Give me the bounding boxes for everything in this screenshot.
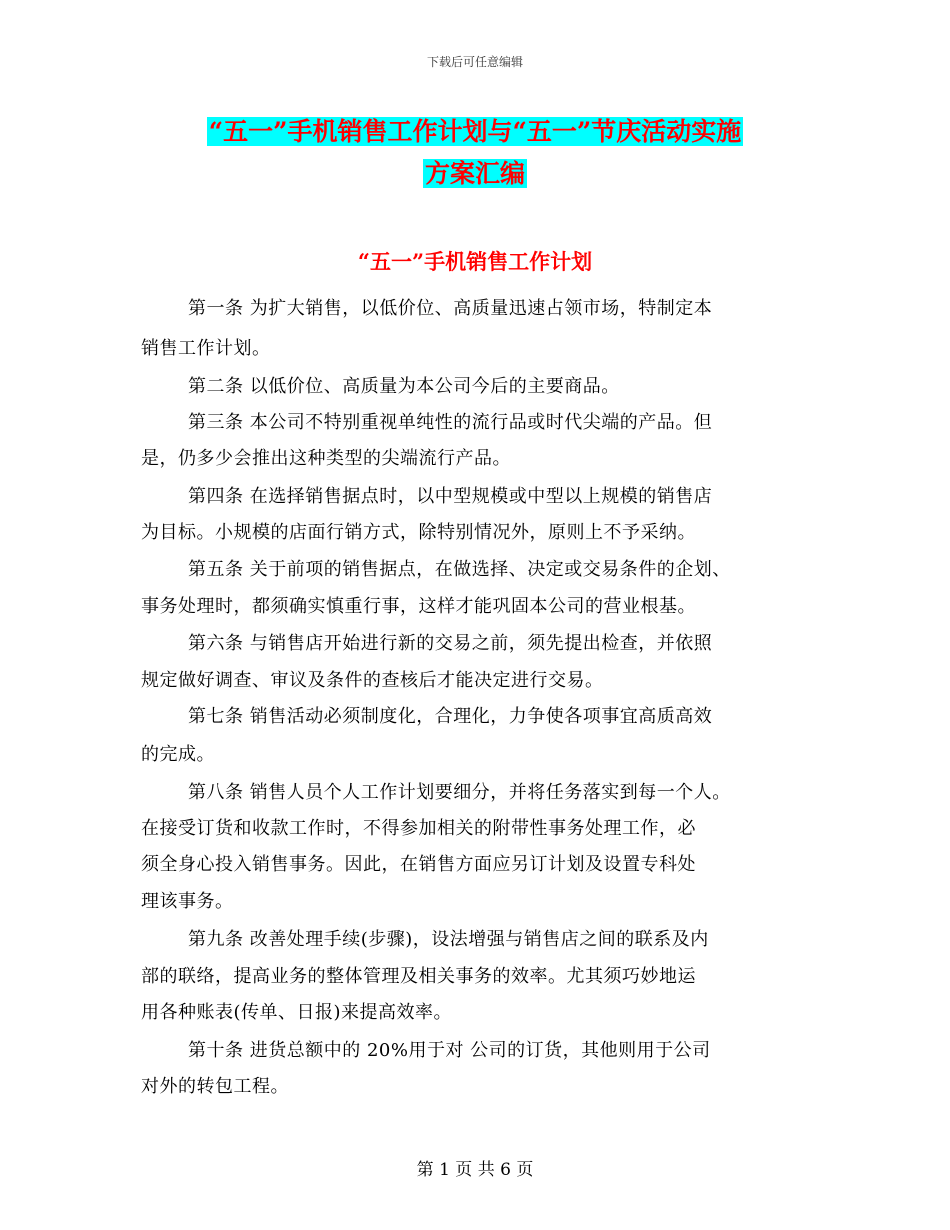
body-line: 第二条 以低价位、高质量为本公司今后的主要商品。 xyxy=(188,376,620,397)
body-line: 第五条 关于前项的销售据点，在做选择、决定或交易条件的企划、 xyxy=(188,559,731,580)
body-line: 第九条 改善处理手续(步骤)，设法增强与销售店之间的联系及内 xyxy=(188,929,709,950)
body-line: 为目标。小规模的店面行销方式，除特别情况外，原则上不予采纳。 xyxy=(141,522,696,543)
body-line: 第一条 为扩大销售，以低价位、高质量迅速占领市场，特制定本 xyxy=(188,298,713,319)
body-line: 部的联络，提高业务的整体管理及相关事务的效率。尤其须巧妙地运 xyxy=(141,966,696,987)
body-line: 第三条 本公司不特别重视单纯性的流行品或时代尖端的产品。但 xyxy=(188,412,713,433)
page-footer: 第 1 页 共 6 页 xyxy=(416,1160,534,1180)
body-line: 第八条 销售人员个人工作计划要细分，并将任务落实到每一个人。 xyxy=(188,782,731,803)
body-line: 第四条 在选择销售据点时，以中型规模或中型以上规模的销售店 xyxy=(188,486,713,507)
body-line: 在接受订货和收款工作时，不得参加相关的附带性事务处理工作，必 xyxy=(141,818,696,839)
body-line: 第七条 销售活动必须制度化，合理化，力争使各项事宜高质高效 xyxy=(188,706,713,727)
body-line: 用各种账表(传单、日报)来提高效率。 xyxy=(141,1002,453,1023)
body-line: 销售工作计划。 xyxy=(141,338,271,359)
body-line: 的完成。 xyxy=(141,744,215,765)
body-line: 理该事务。 xyxy=(141,891,234,912)
body-line: 第六条 与销售店开始进行新的交易之前，须先提出检查，并依照 xyxy=(188,633,713,654)
body-line: 第十条 进货总额中的 20%用于对 公司的订货，其他则用于公司 xyxy=(188,1040,711,1061)
body-line: 事务处理时，都须确实慎重行事，这样才能巩固本公司的营业根基。 xyxy=(141,596,696,617)
body-line: 对外的转包工程。 xyxy=(141,1076,289,1097)
header-note: 下载后可任意编辑 xyxy=(426,55,523,69)
document-title-line-2: 方案汇编 xyxy=(424,159,525,188)
section-title: “五一”手机销售工作计划 xyxy=(357,249,593,274)
body-line: 规定做好调查、审议及条件的查核后才能决定进行交易。 xyxy=(141,670,604,691)
document-title-line-1: “五一”手机销售工作计划与“五一”节庆活动实施 xyxy=(208,117,742,146)
body-line: 是，仍多少会推出这种类型的尖端流行产品。 xyxy=(141,448,511,469)
body-line: 须全身心投入销售事务。因此，在销售方面应另订计划及设置专科处 xyxy=(141,854,696,875)
